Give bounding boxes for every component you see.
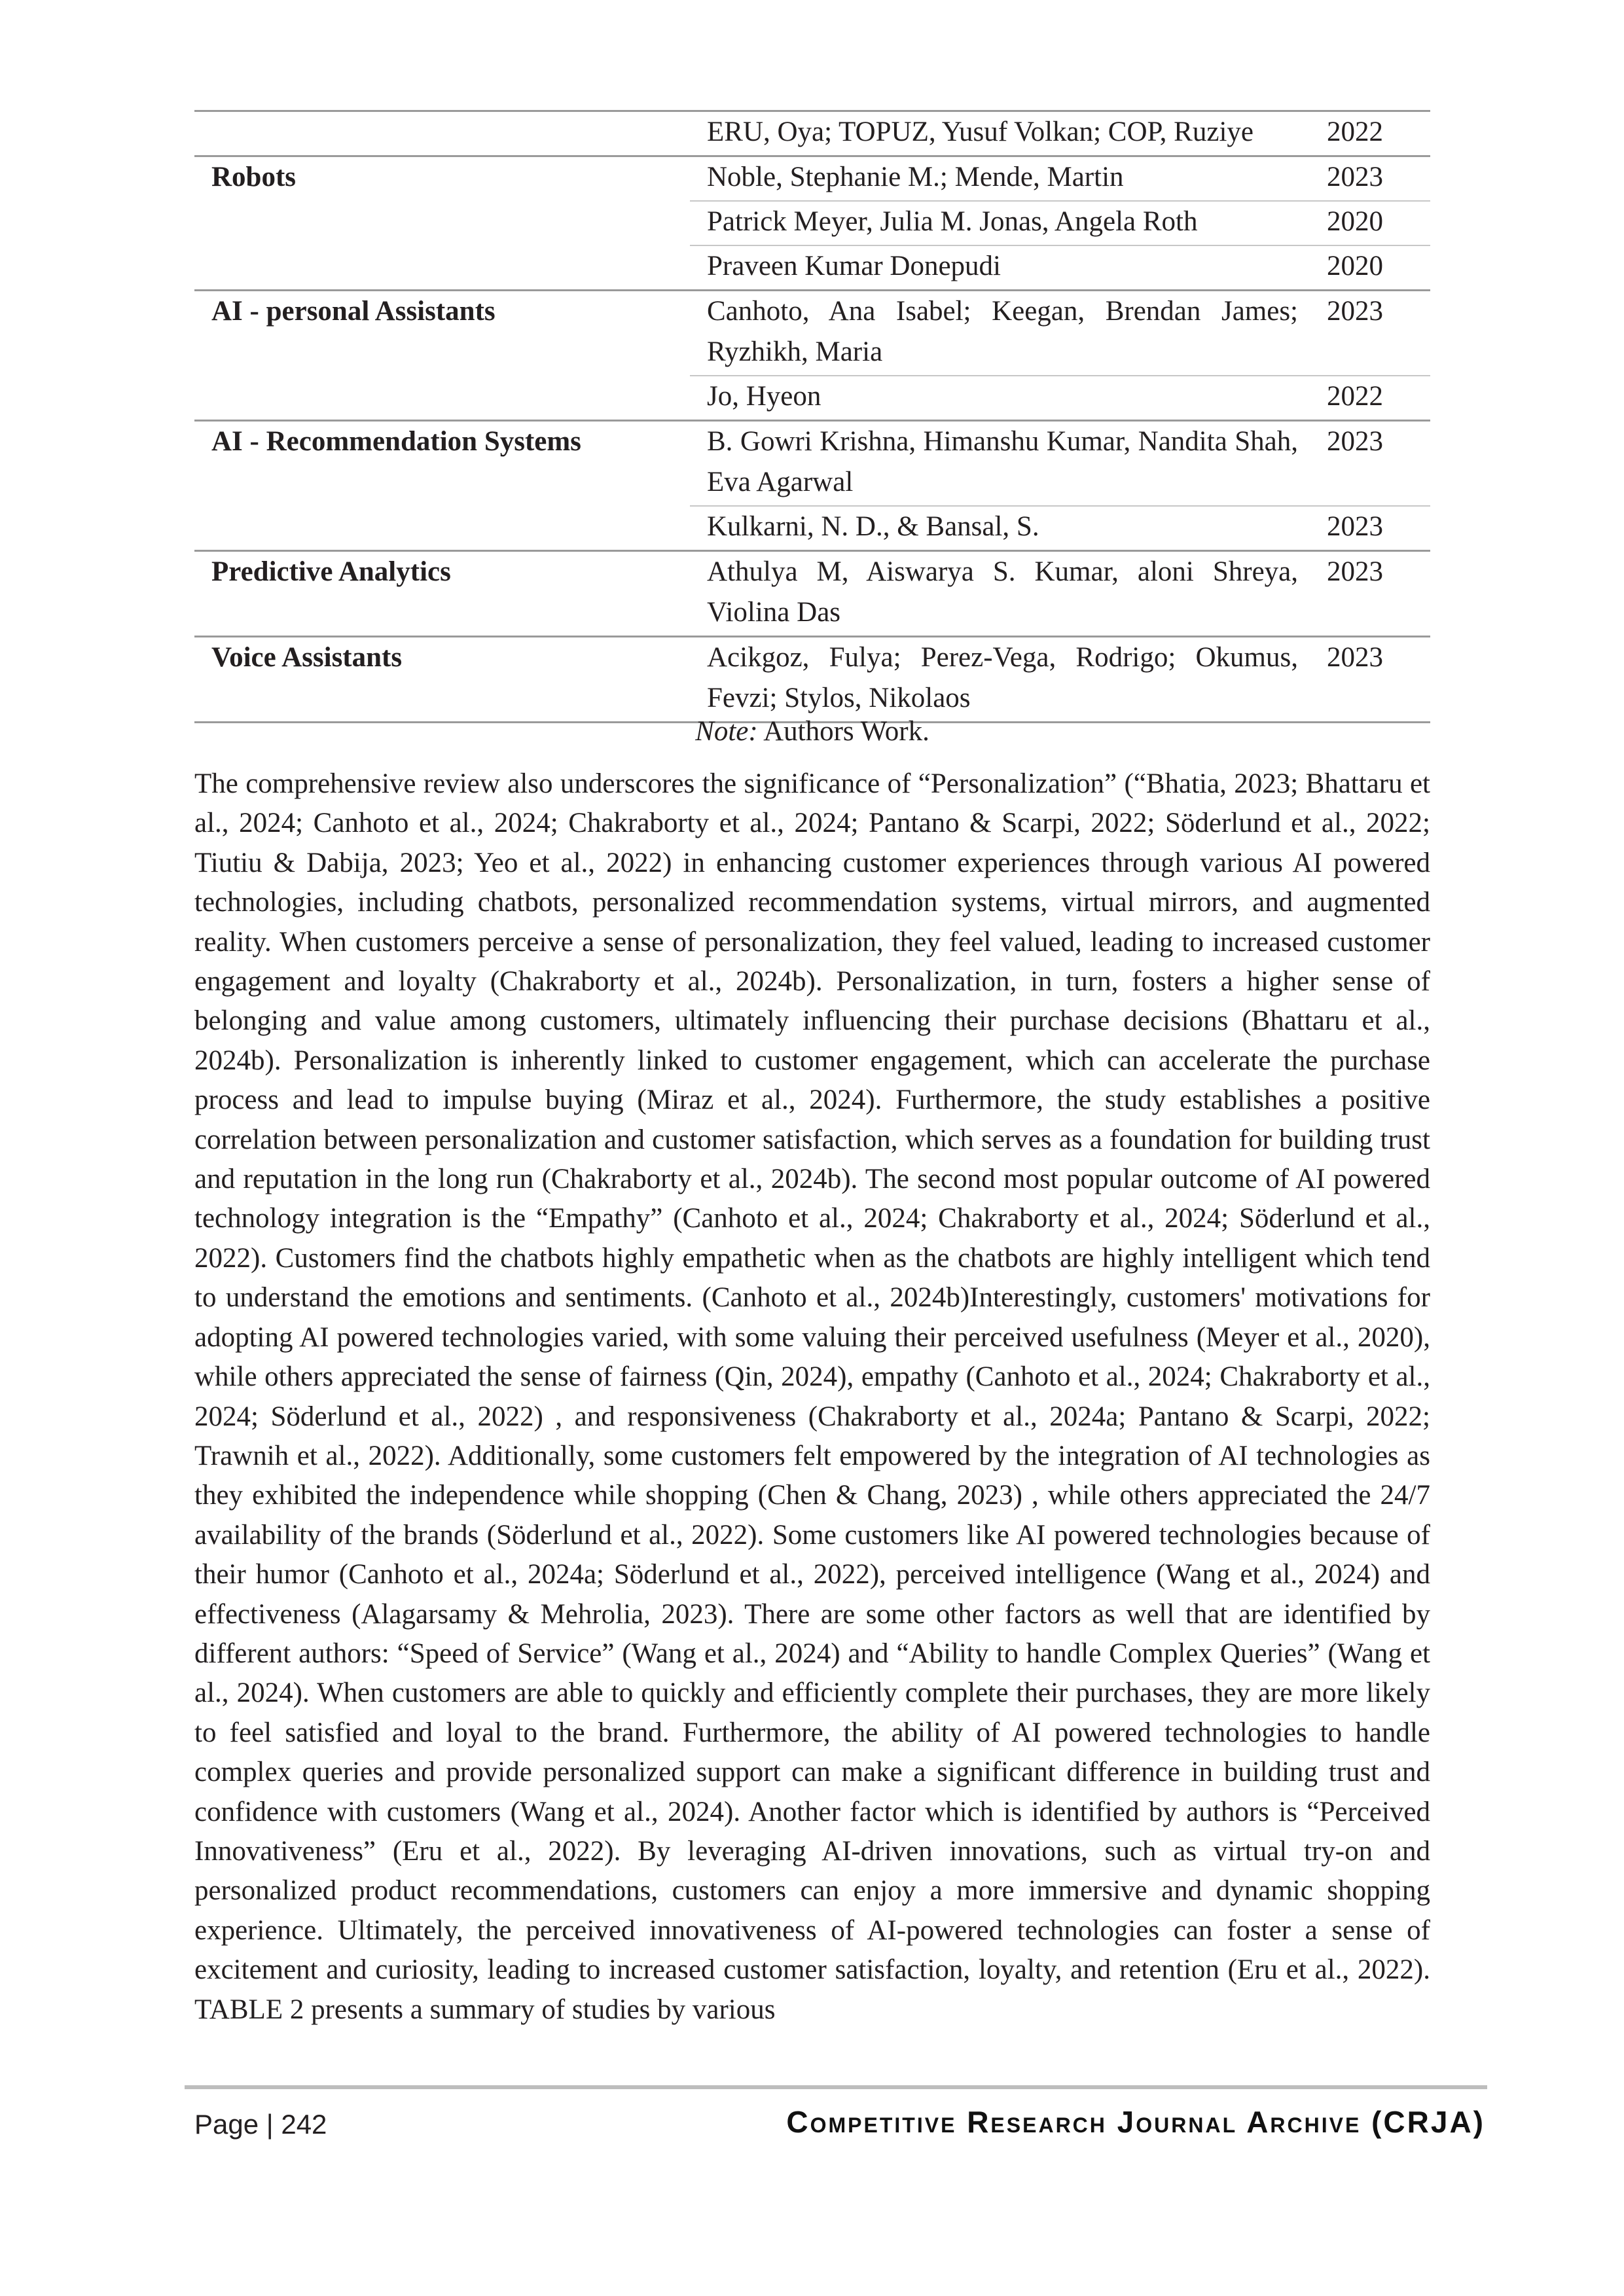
note-text: Authors Work. [757,716,929,747]
table-row [194,376,1430,421]
journal-name: Competitive Research Journal Archive (CRJA) [786,2105,1485,2139]
topic-cell [194,201,690,245]
table-row [194,111,1430,156]
year-cell: 2023 [1315,637,1430,723]
topic-cell [194,376,690,421]
year-cell: 2023 [1315,421,1430,507]
table-row [194,637,1430,723]
body-paragraph: The comprehensive review also underscores the significance of “Personalization” (“Bhatia, 2023; Bhattaru et al., 2024; Canhoto et al., 2024; Chakraborty et al., 2024; Pantano & Scarpi, 2022; Söderlund et al., 2022; Tiutiu & Dabija, 2023; Yeo et al., 2022) in enhancing customer experiences through various AI powered technologies, including chatbots, personalized recommendation systems, virtual mirrors, and augmented reality. When customers perceive a sense of personalization, they feel valued, leading to increased customer engagement and loyalty (Chakraborty et al., 2024b). Personalization, in turn, fosters a higher sense of belonging and value among customers, ultimately influencing their purchase decisions (Bhattaru et al., 2024b). Personalization is inherently linked to customer engagement, which can accelerate the purchase process and lead to impulse buying (Miraz et al., 2024). Furthermore, the study establishes a positive correlation between personalization and customer satisfaction, which serves as a foundation for building trust and reputation in the long run (Chakraborty et al., 2024b). The second most popular outcome of AI powered technology integration is the “Empathy” (Canhoto et al., 2024; Chakraborty et al., 2024; Söderlund et al., 2022). Customers find the chatbots highly empathetic when as the chatbots are highly intelligent which tend to understand the emotions and sentiments. (Canhoto et al., 2024b)Interestingly, customers' motivations for adopting AI powered technologies varied, with some valuing their perceived usefulness (Meyer et al., 2020), while others appreciated the sense of fairness (Qin, 2024), empathy (Canhoto et al., 2024; Chakraborty et al., 2024; Söderlund et al., 2022) , and responsiveness (Chakraborty et al., 2024a; Pantano & Scarpi, 2022; Trawnih et al., 2022). Additionally, some customers felt empowered by the integration of AI technologies as they exhibited the independence while shopping (Chen & Chang, 2023) , while others appreciated the 24/7 availability of the brands (Söderlund et al., 2022). Some customers like AI powered technologies because of their humor (Canhoto et al., 2024a; Söderlund et al., 2022), perceived intelligence (Wang et al., 2024) and effectiveness (Alagarsamy & Mehrolia, 2023). There are some other factors as well that are identified by different authors: “Speed of Service” (Wang et al., 2024) and “Ability to handle Complex Queries” (Wang et al., 2024). When customers are able to quickly and efficiently complete their purchases, they are more likely to feel satisfied and loyal to the brand. Furthermore, the ability of AI powered technologies to handle complex queries and provide personalized support can make a significant difference in building trust and confidence with customers (Wang et al., 2024). Another factor which is identified by authors is “Perceived Innovativeness” (Eru et al., 2022). By leveraging AI-driven innovations, such as virtual try-on and personalized product recommendations, customers can enjoy a more immersive and dynamic shopping experience. Ultimately, the perceived innovativeness of AI-powered technologies can foster a sense of excitement and curiosity, leading to increased customer satisfaction, loyalty, and retention (Eru et al., 2022). TABLE 2 presents a summary of studies by various [194,768,1430,2025]
topic-cell: Predictive Analytics [194,551,690,637]
authors-cell: Kulkarni, N. D., & Bansal, S. [690,506,1315,551]
authors-cell: ERU, Oya; TOPUZ, Yusuf Volkan; COP, Ruziye [690,111,1315,156]
year-cell: 2023 [1315,291,1430,376]
topic-cell: AI - Recommendation Systems [194,421,690,507]
authors-cell: Acikgoz, Fulya; Perez-Vega, Rodrigo; Okumus, Fevzi; Stylos, Nikolaos [690,637,1315,723]
year-cell: 2020 [1315,201,1430,245]
authors-cell: Jo, Hyeon [690,376,1315,421]
year-cell: 2023 [1315,551,1430,637]
table-row [194,201,1430,245]
note-label: Note: [695,716,758,747]
table-row [194,156,1430,202]
table-row [194,421,1430,507]
topic-cell [194,245,690,291]
authors-cell: Athulya M, Aiswarya S. Kumar, aloni Shreya, Violina Das [690,551,1315,637]
table-row [194,291,1430,376]
topic-cell [194,506,690,551]
authors-cell: Patrick Meyer, Julia M. Jonas, Angela Roth [690,201,1315,245]
table-row [194,506,1430,551]
topic-cell: Robots [194,156,690,202]
page-number: Page | 242 [194,2109,327,2140]
topic-cell: Voice Assistants [194,637,690,723]
year-cell: 2022 [1315,111,1430,156]
year-cell: 2022 [1315,376,1430,421]
topic-cell: AI - personal Assistants [194,291,690,376]
year-cell: 2023 [1315,156,1430,202]
year-cell: 2023 [1315,506,1430,551]
table-row [194,245,1430,291]
table-note [194,712,1430,751]
footer-divider [185,2085,1487,2089]
topic-cell [194,111,690,156]
authors-cell: B. Gowri Krishna, Himanshu Kumar, Nandita Shah, Eva Agarwal [690,421,1315,507]
authors-cell: Praveen Kumar Donepudi [690,245,1315,291]
year-cell: 2020 [1315,245,1430,291]
table-row [194,551,1430,637]
authors-cell: Noble, Stephanie M.; Mende, Martin [690,156,1315,202]
literature-table [194,110,1430,723]
authors-cell: Canhoto, Ana Isabel; Keegan, Brendan James; Ryzhikh, Maria [690,291,1315,376]
